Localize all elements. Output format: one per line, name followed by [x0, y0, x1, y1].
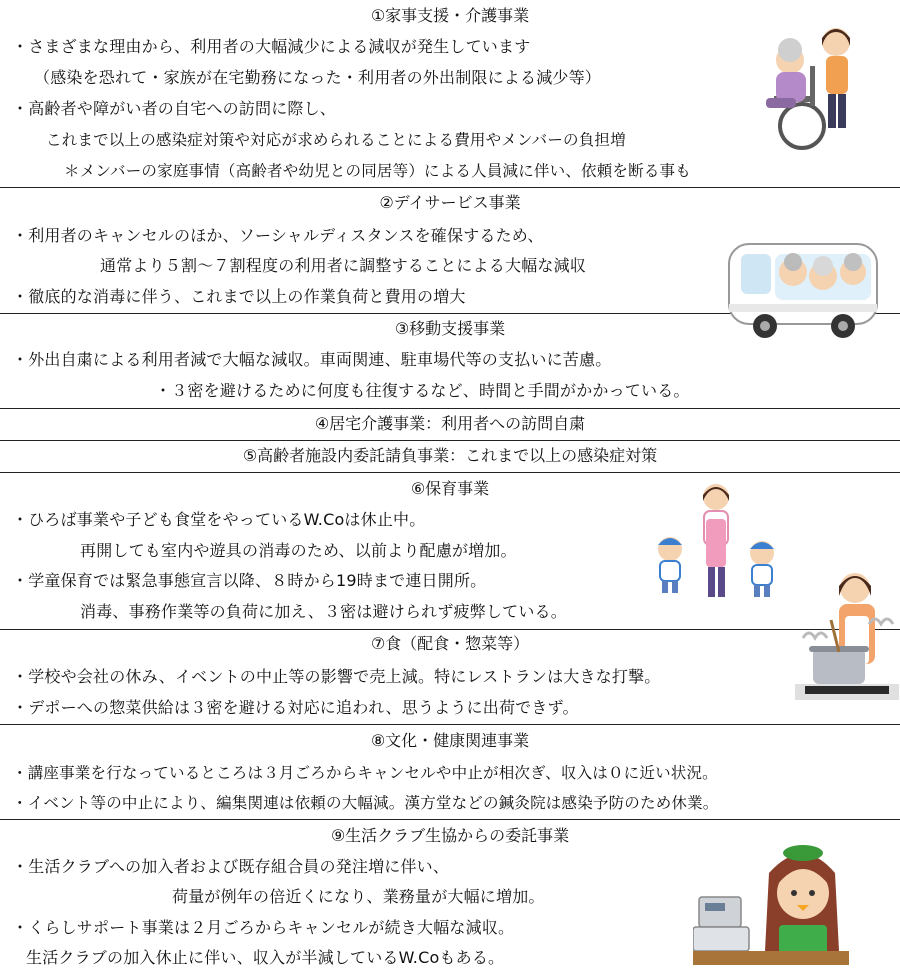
section-divider — [0, 187, 900, 188]
section-6-line-4: 消毒、事務作業等の負荷に加え、３密は避けられず疲弊している。 — [80, 602, 567, 621]
section-2-line-2: 通常より５割～７割程度の利用者に調整することによる大幅な減収 — [100, 256, 587, 275]
section-8-line-2: ・イベント等の中止により、編集関連は依頼の大幅減。漢方堂などの鍼灸院は感染予防のため休業。 — [12, 794, 719, 812]
section-9-title: ⑨生活クラブ生協からの委託事業 — [330, 826, 570, 845]
section-3-title: ③移動支援事業 — [394, 319, 506, 338]
caregiver-wheelchair-illustration — [758, 16, 868, 156]
section-1-line-1: ・さまざまな理由から、利用者の大幅減少による減収が発生しています — [12, 37, 531, 56]
section-6-line-1: ・ひろば事業や子ども食堂をやっているW.Coは休止中。 — [12, 510, 426, 529]
section-6-line-3: ・学童保育では緊急事態宣言以降、８時から19時まで連日開所。 — [12, 571, 487, 590]
section-divider — [0, 408, 900, 409]
section-9-line-1: ・生活クラブへの加入者および既存組合員の発注増に伴い、 — [12, 857, 450, 876]
section-5-title: ⑤高齢者施設内委託請負事業：これまで以上の感染症対策 — [242, 446, 658, 465]
section-6-line-2: 再開しても室内や遊具の消毒のため、以前より配慮が増加。 — [80, 541, 517, 560]
section-2-line-1: ・利用者のキャンセルのほか、ソーシャルディスタンスを確保するため、 — [12, 226, 544, 245]
section-9-line-2: 荷量が例年の倍近くになり、業務量が大幅に増加。 — [172, 887, 545, 906]
section-1-line-5: ＊メンバーの家庭事情（高齢者や幼児との同居等）による人員減に伴い、依頼を断る事も — [64, 162, 691, 180]
section-divider — [0, 819, 900, 820]
section-1-line-4: これまで以上の感染症対策や対応が求められることによる費用やメンバーの負担増 — [46, 131, 626, 149]
section-3-line-2: ・３密を避けるために何度も往復するなど、時間と手間がかかっている。 — [155, 381, 690, 400]
section-9-line-3: ・くらしサポート事業は２月ごろからキャンセルが続き大幅な減収。 — [12, 918, 515, 937]
nursery-teacher-children-illustration — [648, 479, 784, 603]
section-8-title: ⑧文化・健康関連事業 — [370, 731, 530, 750]
section-7-line-1: ・学校や会社の休み、イベントの中止等の影響で売上減。特にレストランは大きな打撃。 — [12, 667, 661, 686]
section-4-title: ④居宅介護事業：利用者への訪問自粛 — [314, 414, 586, 433]
section-divider — [0, 472, 900, 473]
section-2-line-3: ・徹底的な消毒に伴う、これまで以上の作業負荷と費用の増大 — [12, 287, 466, 306]
section-divider — [0, 440, 900, 441]
section-divider — [0, 629, 900, 630]
section-1-title: ①家事支援・介護事業 — [370, 6, 530, 25]
section-9-line-4: 生活クラブの加入休止に伴い、収入が半減しているW.Coもある。 — [26, 948, 505, 967]
section-7-line-2: ・デポーへの惣菜供給は３密を避ける対応に追われ、思うように出荷できず。 — [12, 698, 579, 717]
section-6-title: ⑥保育事業 — [410, 479, 490, 498]
section-8-line-1: ・講座事業を行なっているところは３月ごろからキャンセルや中止が相次ぎ、収入は０に近い状況。 — [12, 764, 718, 782]
cooking-woman-illustration — [795, 560, 899, 700]
cashier-illustration — [693, 833, 849, 969]
section-2-title: ②デイサービス事業 — [379, 193, 521, 212]
section-3-line-1: ・外出自粛による利用者減で大幅な減収。車両関連、駐車場代等の支払いに苦慮。 — [12, 350, 612, 369]
section-1-line-3: ・高齢者や障がい者の自宅への訪問に際し、 — [12, 99, 337, 118]
section-7-title: ⑦食（配食・惣菜等） — [370, 634, 530, 653]
section-1-line-2: （感染を恐れて・家族が在宅勤務になった・利用者の外出制限による減少等） — [34, 68, 602, 87]
day-service-van-illustration — [725, 230, 883, 342]
section-divider — [0, 724, 900, 725]
